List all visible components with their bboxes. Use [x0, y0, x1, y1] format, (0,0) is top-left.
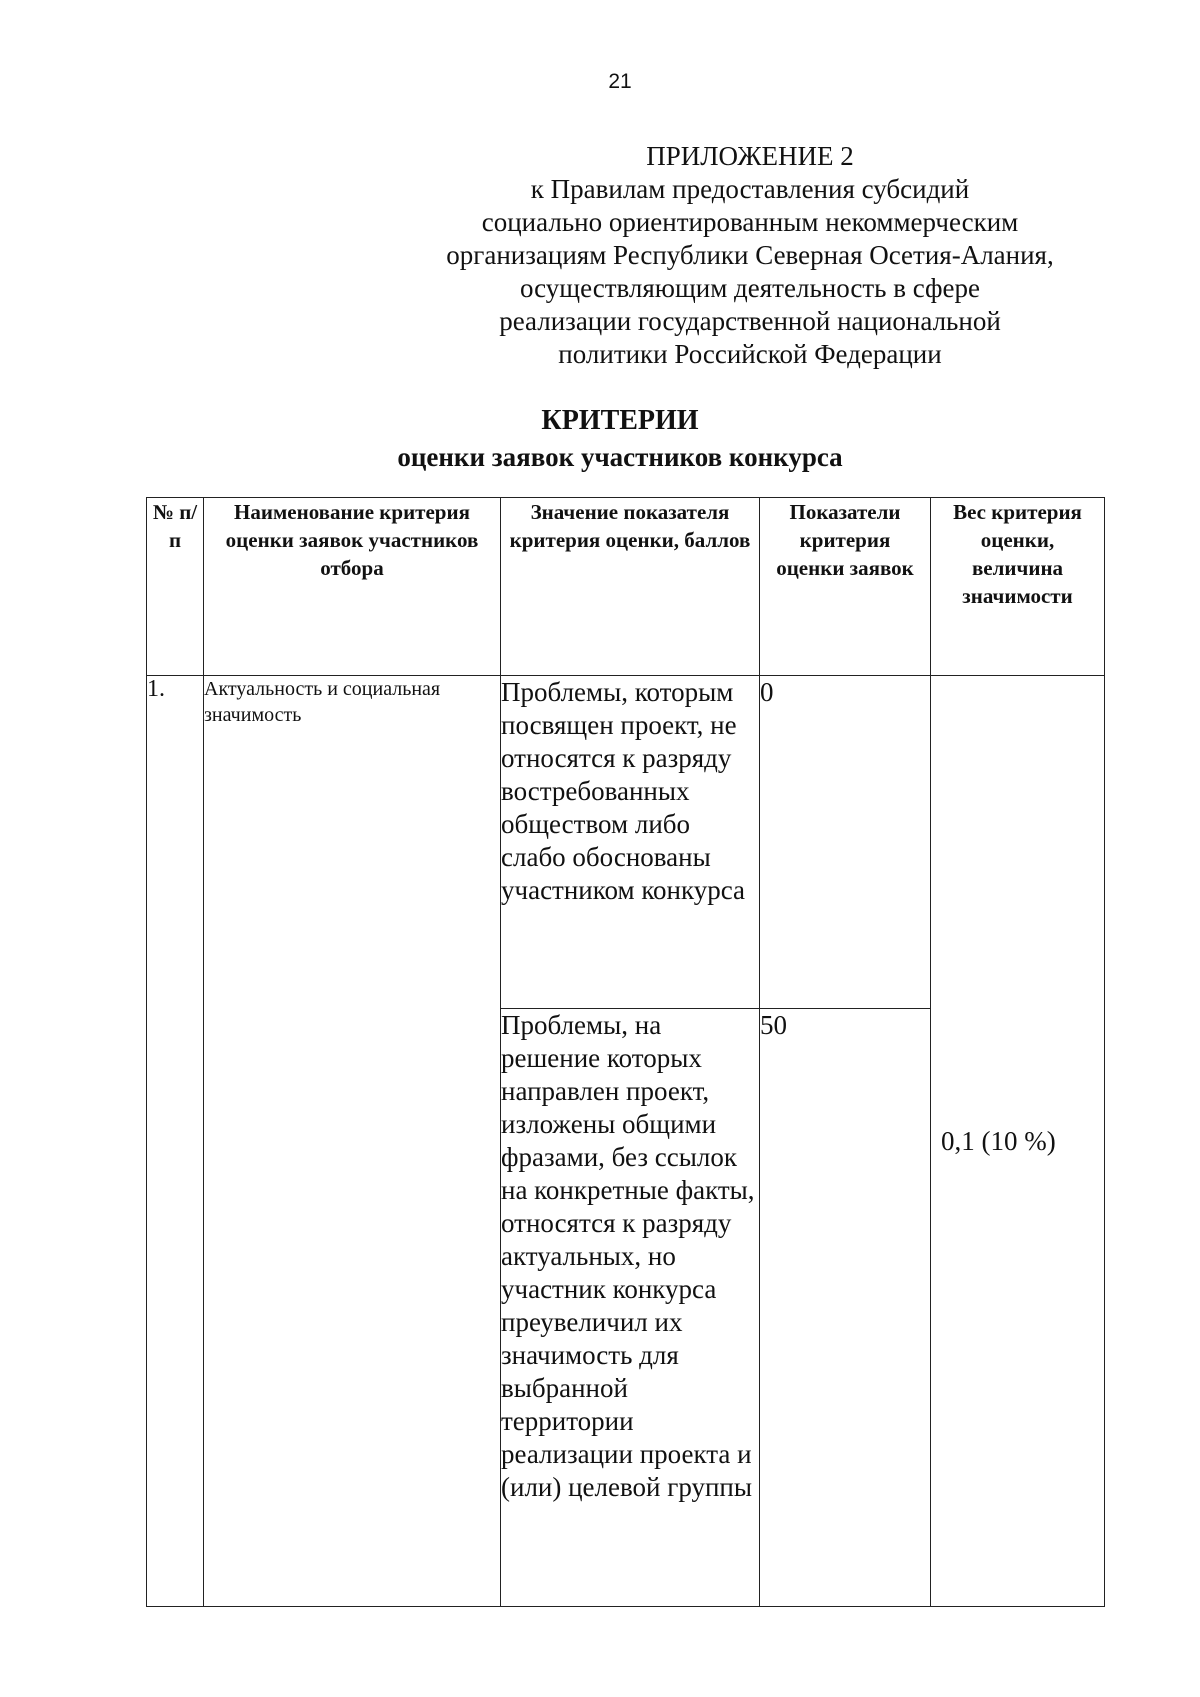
row-weight: 0,1 (10 %) — [931, 676, 1105, 1607]
header-number: № п/п — [147, 498, 204, 676]
criteria-table — [146, 497, 1105, 1607]
table-header-row — [147, 498, 1105, 676]
appendix-line: к Правилам предоставления субсидий — [530, 174, 970, 204]
page-number: 21 — [608, 70, 632, 93]
value-description: Проблемы, которым посвящен проект, не относятся к разряду востребованных обществом либо слабо обоснованы участником конкурса — [501, 676, 760, 1009]
appendix-line: осуществляющим деятельность в сфере — [519, 273, 980, 303]
header-weight: Вес критерия оценки, величина значимости — [931, 498, 1105, 676]
row-criterion-name: Актуальность и социальная значимость — [204, 676, 501, 1607]
table-row — [147, 676, 1105, 1009]
value-score: 50 — [760, 1009, 931, 1607]
row-number: 1. — [147, 676, 204, 1607]
appendix-line: социально ориентированным некоммерческим — [481, 207, 1019, 237]
appendix-line: организациям Республики Северная Осетия-Алания, — [446, 240, 1054, 270]
appendix-line: политики Российской Федерации — [558, 339, 942, 369]
appendix-line: реализации государственной национальной — [499, 306, 1001, 336]
appendix-heading: ПРИЛОЖЕНИЕ 2 — [646, 141, 854, 171]
value-score: 0 — [760, 676, 931, 1009]
document-title: КРИТЕРИИ — [541, 405, 699, 436]
appendix-block — [390, 140, 1110, 371]
header-criterion-name: Наименование критерия оценки заявок участников отбора — [204, 498, 501, 676]
header-indicator-value: Значение показателя критерия оценки, баллов — [501, 498, 760, 676]
header-indicators: Показатели критерия оценки заявок — [760, 498, 931, 676]
value-description: Проблемы, на решение которых направлен проект, изложены общими фразами, без ссылок на конкретные факты, относятся к разряду актуальных, но участник конкурса преувеличил их значимость для выбранной территории реализации проекта и (или) целевой группы — [501, 1009, 760, 1607]
document-subtitle: оценки заявок участников конкурса — [397, 442, 843, 472]
